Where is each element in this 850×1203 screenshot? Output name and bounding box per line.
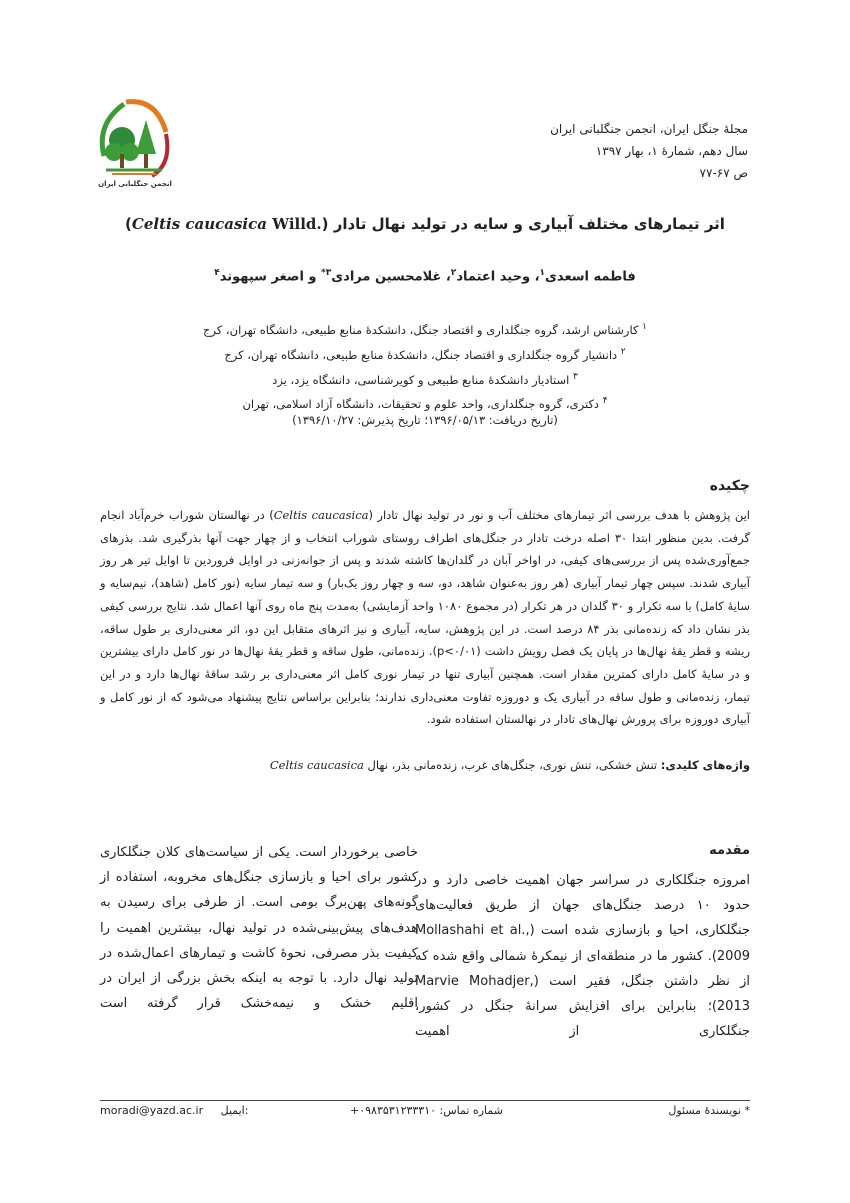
title-species: Celtis caucasica — [131, 215, 267, 233]
abstract-species: Celtis caucasica — [273, 508, 369, 522]
affiliation-number: ۲ — [620, 346, 626, 357]
affiliation-4 — [100, 390, 750, 415]
author-4-sup: ۴ — [214, 268, 220, 278]
journal-name: مجلهٔ جنگل ایران، انجمن جنگلبانی ایران — [550, 122, 748, 136]
keywords — [100, 758, 750, 772]
keywords-text: تنش خشکی، تنش نوری، جنگل‌های غرب، زنده‌مانی بذر، نهال — [363, 758, 661, 772]
intro-text-right: امروزه جنگلکاری در سراسر جهان اهمیت خاصی دارد و در حدود ۱۰ درصد جنگل‌های جهان از طریق فعالیت‌های جنگلکاری، احیا و بازسازی شده است (Mollashahi et al., 2009). کشور ما در منطقه‌ای از نیمکرهٔ شمالی واقع شده که از نظر داشتن جنگل، فقیر است (Marvie Mohadjer, 2013)؛ بنابراین برای افزایش سرانهٔ جنگل در کشور، جنگلکاری از اهمیت — [415, 873, 750, 1040]
affiliation-text: دانشیار گروه جنگلداری و اقتصاد جنگل، دانشکدهٔ منابع طبیعی، دانشگاه تهران، کرج — [224, 347, 618, 362]
affiliation-1 — [100, 316, 750, 341]
author-1-sup: ۱ — [539, 268, 546, 278]
email-info — [100, 1104, 248, 1117]
intro-column-right — [415, 840, 750, 1044]
author-conjunction: و — [303, 269, 322, 285]
abstract-text-start: این پژوهش با هدف بررسی اثر تیمارهای مختلف آب و نور در تولید نهال تادار ( — [368, 508, 750, 522]
abstract-heading: چکیده — [709, 478, 750, 494]
intro-heading: مقدمه — [709, 843, 750, 858]
abstract-text-rest: ) در نهالستان شوراب خرم‌آباد انجام گرفت. بدین منظور ابتدا ۳۰ اصله درخت تادار در جنگل‌های اطراف روستای شوراب انتخاب و از چهار جهت آنها بذرگیری شد. بذرهای جمع‌آوری‌شده پس از بررسی‌های کیفی، در اواخر آبان در گلدان‌ها کاشته شدند و پس از جوانه‌زنی در اوایل فروردین تا اوایل تیر هر روز آبیاری شدند. سپس چهار تیمار آبیاری (هر روز به‌عنوان شاهد، دو، سه و چهار روز یک‌بار) و سه تیمار سایه (نور کامل (شاهد)، نیم‌سایه و سایهٔ کامل) با سه تکرار و ۳۰ گلدان در هر تکرار (در مجموع ۱۰۸۰ واحد آزمایشی) به‌مدت پنج ماه روی آنها اعمال شد. نتایج بررسی کیفی بذر نشان داد که زنده‌مانی بذر ۸۴ درصد است. در این پژوهش، سایه، آبیاری و نیز اثرهای متقابل این دو، اثر معنی‌داری بر طول ساقه، ریشه و قطر یقهٔ نهال‌ها در پایان یک فصل رویش داشت (p<۰/۰۱). زنده‌مانی، طول ساقه و قطر یقهٔ نهال‌ها در نور کامل دارای بیشترین و در سایهٔ کامل دارای کمترین مقدار است. همچنین آبیاری تنها در تیمار نوری کامل اثر معنی‌داری بر رشد ساقهٔ نهال‌ها دارد و در این تیمار، زنده‌مانی و طول ساقه در آبیاری یک و دوروزه تفاوت معنی‌داری ندارند؛ بنابراین براساس نتایج پیشنهاد می‌شود که از نور کامل و آبیاری دوروزه برای پرورش نهال‌های تادار در نهالستان استفاده شود. — [100, 508, 750, 727]
author-2: وحید اعتماد — [456, 269, 531, 285]
footnote — [100, 1104, 750, 1124]
keywords-label: واژه‌های کلیدی: — [660, 758, 750, 772]
author-1: فاطمه اسعدی — [545, 269, 636, 285]
abstract-body — [100, 504, 750, 731]
article-title: اثر تیمارهای مختلف آبیاری و سایه در تولید نهال تادار (Celtis caucasica Willd.) — [125, 215, 725, 233]
affiliation-text: استادیار دانشکدهٔ منابع طبیعی و کویرشناسی، دانشگاه یزد، یزد — [272, 372, 570, 387]
affiliation-2 — [100, 341, 750, 366]
affiliation-number: ۱ — [642, 322, 647, 332]
affiliation-number: ۴ — [602, 396, 608, 407]
affiliation-text: دکتری، گروه جنگلداری، واحد علوم و تحقیقات، دانشگاه آزاد اسلامی، تهران — [242, 397, 600, 412]
affiliation-3 — [100, 366, 750, 391]
logo-caption: انجمن جنگلبانی ایران — [98, 180, 172, 188]
author-3: غلامحسین مرادی — [331, 269, 442, 285]
received-accepted-dates: (تاریخ دریافت: ۱۳۹۶/۰۵/۱۳؛ تاریخ پذیرش: ۱۳۹۶/۱۰/۲۷) — [292, 413, 558, 427]
title-authority: Willd. — [272, 215, 322, 233]
intro-column-left — [100, 840, 418, 1016]
intro-text-left: خاصی برخوردار است. یکی از سیاست‌های کلان جنگلکاری کشور برای احیا و بازسازی جنگل‌های مخروبه، استفاده از گونه‌های پهن‌برگ بومی است. از طرفی برای رسیدن به هدف‌های پیش‌بینی‌شده در تولید نهال، بیشترین اهمیت را کیفیت بذر مصرفی، نحوهٔ کاشت و تیمارهای اعمال‌شده در تولید نهال دارد. با توجه به اینکه بخش بزرگی از ایران در اقلیم خشک و نیمه‌خشک قرار گرفته است — [100, 845, 418, 1012]
email-label: ایمیل: — [220, 1104, 249, 1117]
society-logo — [96, 94, 174, 194]
keywords-species: Celtis caucasica — [269, 758, 364, 772]
journal-issue: سال دهم، شمارهٔ ۱، بهار ۱۳۹۷ — [595, 144, 748, 158]
author-separator: ، — [530, 269, 540, 285]
journal-info — [448, 118, 748, 184]
phone-label: شماره تماس: — [436, 1104, 503, 1117]
affiliation-number: ۳ — [572, 371, 578, 382]
author-4: اصغر سپهوند — [219, 269, 304, 285]
journal-pages: ص ۶۷-۷۷ — [699, 166, 748, 180]
author-2-sup: ۲ — [450, 268, 457, 278]
title-text: اثر تیمارهای مختلف آبیاری و سایه در تولید نهال تادار — [333, 215, 725, 233]
email-address: moradi@yazd.ac.ir — [100, 1104, 204, 1117]
affiliations — [100, 316, 750, 415]
footnote-divider — [100, 1100, 750, 1101]
author-3-sup: ۳* — [321, 268, 332, 278]
corresponding-author-note: * نویسندهٔ مسئول — [668, 1104, 750, 1117]
phone-info — [350, 1104, 503, 1117]
phone-number: ۰۹۸۳۵۳۱۲۳۳۳۱۰+ — [350, 1104, 437, 1117]
affiliation-text: کارشناس ارشد، گروه جنگلداری و اقتصاد جنگل، دانشکدهٔ منابع طبیعی، دانشگاه تهران، کرج — [203, 322, 639, 337]
author-list — [100, 268, 750, 284]
tree-emblem-icon — [96, 94, 174, 194]
author-separator: ، — [441, 269, 451, 285]
